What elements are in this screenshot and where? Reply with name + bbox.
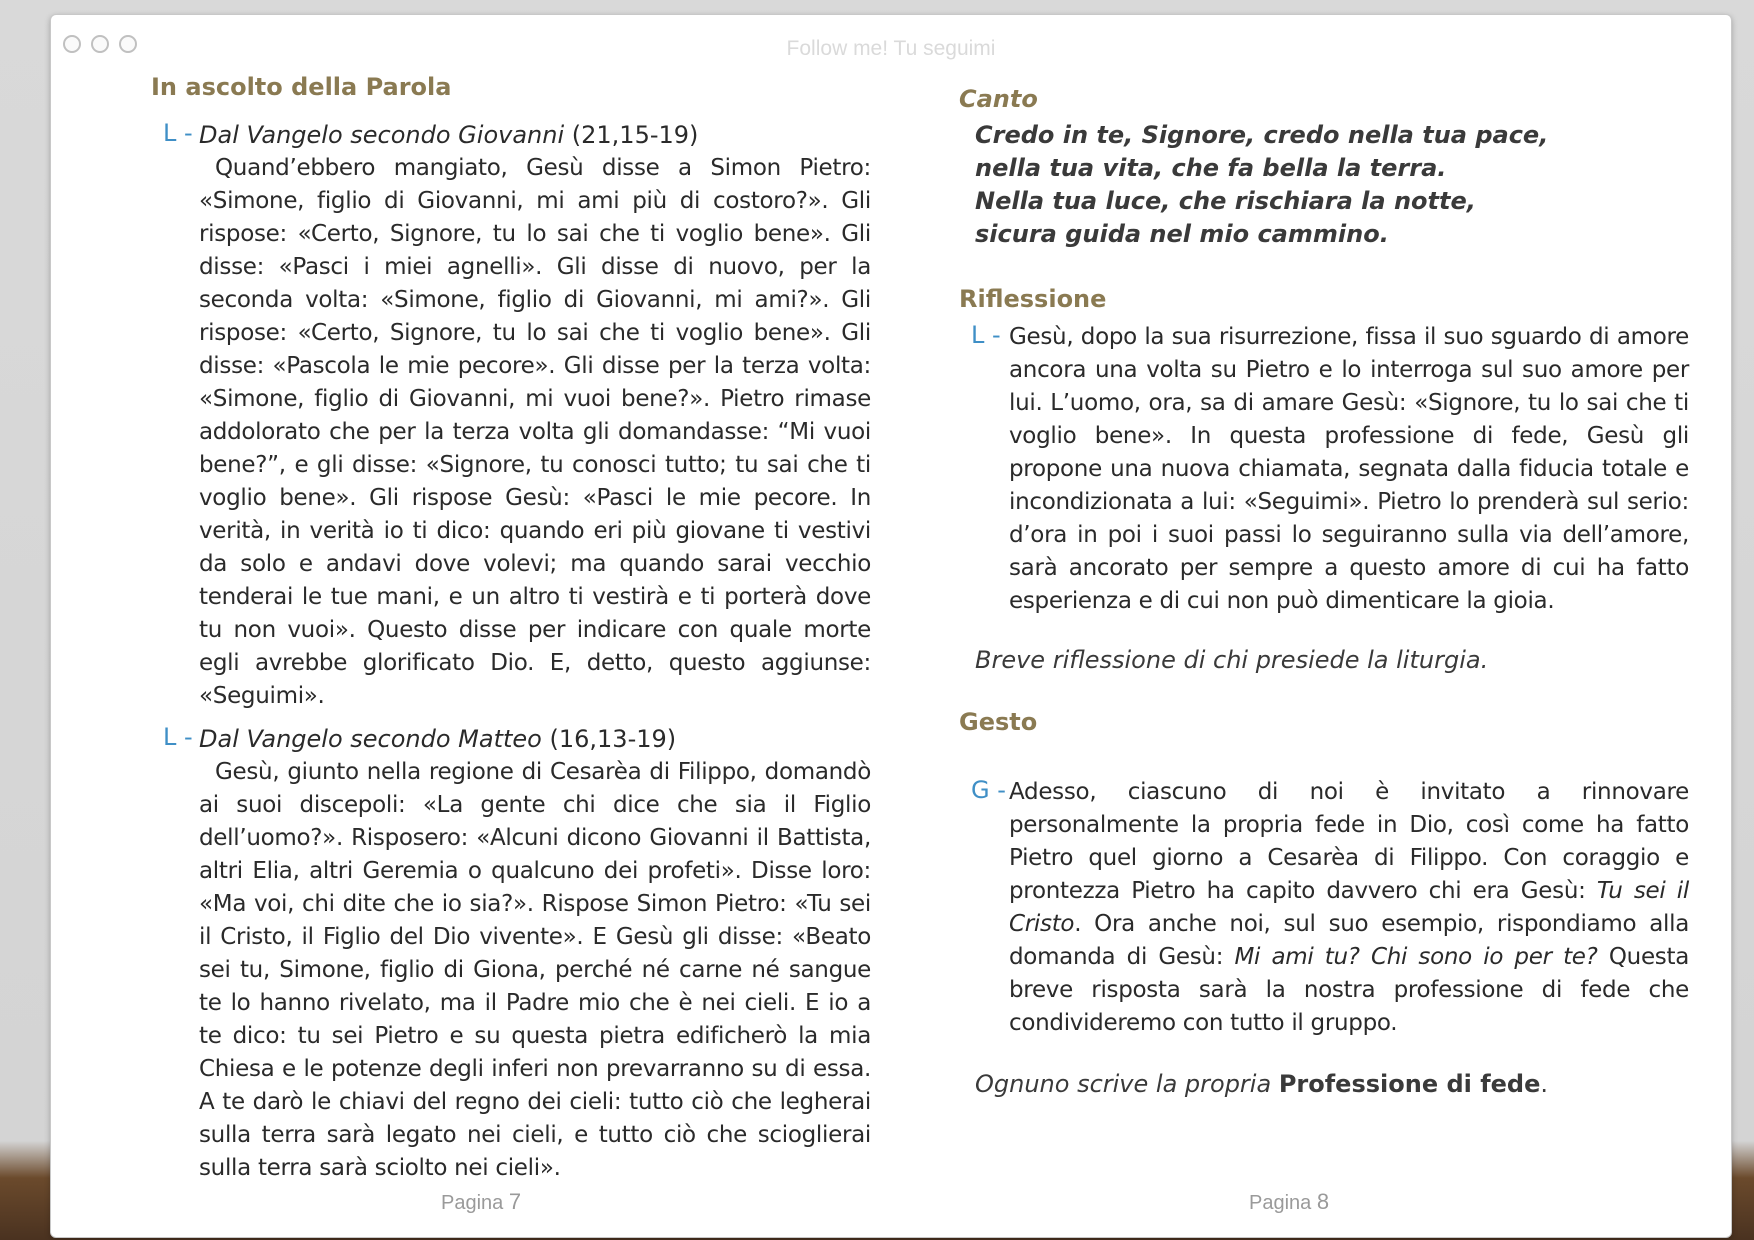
left-page [151,73,871,1185]
riflessione-text: Gesù, dopo la sua risurrezione, fissa il suo sguardo di amore ancora una volta su Pietro e lo interroga sul suo amore per lui. L’uomo, ora, sa di amare Gesù: «Signore, tu lo sai che ti voglio bene». In questa professione di fede, Gesù gli propone una nuova chiamata, segnata dalla fiducia totale e incondizionata a lui: «Seguimi». Pietro lo prenderà sul serio: d’ora in poi i suoi passi lo seguiranno sulla via dell’amore, sarà ancorato per sempre a questo amore di cui ha fatto esperienza e di cui non può dimenticare la gioia. [1009,324,1689,614]
reader-window [50,14,1732,1238]
riflessione-block [959,321,1689,618]
reader-marker: L - [971,321,1001,349]
reading-text: Gesù, giunto nella regione di Cesarèa di Filippo, domandò ai suoi discepoli: «La gente chi dice che sia il Figlio dell’uomo?». Risposero: «Alcuni dicono Giovanni il Battista, altri Elia, altri Geremia o qualcuno dei profeti». Disse loro: «Ma voi, chi dite che io sia?». Rispose Simon Pietro: «Tu sei il Cristo, il Figlio del Dio vivente». E Gesù gli disse: «Beato sei tu, Simone, figlio di Giona, perché né carne né sangue te lo hanno rivelato, ma il Padre mio che è nei cieli. E io a te dico: tu sei Pietro e su questa pietra edificherò la mia Chiesa e le potenze degli inferi non prevarranno su di essa. A te darò le chiavi del regno dei cieli: tutto ciò che legherai sulla terra sarà legato nei cieli, e tutto ciò che scioglierai sulla terra sarà sciolto nei cieli». [199,759,871,1181]
reading-matteo [151,723,871,1185]
canto-line: sicura guida nel mio cammino. [975,220,1389,248]
source-title: Dal Vangelo secondo Giovanni [199,121,565,149]
guide-marker: G - [971,776,1006,804]
right-page [959,85,1689,1098]
source-ref: (16,13-19) [549,725,677,753]
reader-marker: L - [163,723,193,751]
gesto-closing [975,1070,1689,1098]
riflessione-note: Breve riflessione di chi presiede la liturgia. [975,646,1489,674]
source-title: Dal Vangelo secondo Matteo [199,725,542,753]
gesto-text-c: Questa breve risposta sarà la nostra professione di fede che condivideremo con tutto il gruppo. [1009,944,1689,1036]
section-title-riflessione: Riflessione [959,285,1107,313]
reading-source [199,723,871,756]
section-title-ascolto: In ascolto della Parola [151,73,452,101]
page-number: 8 [1316,1189,1330,1214]
source-ref: (21,15-19) [571,121,699,149]
closing-italic: Ognuno scrive la propria [975,1070,1272,1098]
canto-line: Credo in te, Signore, credo nella tua pace, [975,121,1549,149]
page-number-right [1249,1189,1329,1215]
page-number-left [441,1189,521,1215]
gesto-block [959,776,1689,1040]
page-number: 7 [508,1189,522,1214]
closing-end: . [1540,1070,1549,1098]
gesto-quote-question: Mi ami tu? Chi sono io per te? [1234,944,1598,970]
section-title-canto: Canto [959,85,1038,113]
gesto-text-b: . Ora anche noi, sul suo esempio, rispondiamo alla domanda di Gesù: [1009,911,1689,970]
window-title: Follow me! Tu seguimi [786,37,996,60]
canto-line: nella tua vita, che fa bella la terra. [975,154,1447,182]
canto-lyrics [959,119,1689,251]
canto-line: Nella tua luce, che rischiara la notte, [975,187,1476,215]
reading-giovanni [151,119,871,713]
gesto-quote-cristo: Tu sei il Cristo [1009,878,1689,937]
reader-marker: L - [163,119,193,147]
gesto-text [1009,776,1689,1040]
reading-source [199,119,871,152]
section-title-gesto: Gesto [959,708,1038,736]
reading-text: Quand’ebbero mangiato, Gesù disse a Simon Pietro: «Simone, figlio di Giovanni, mi ami più di costoro?». Gli rispose: «Certo, Signore, tu lo sai che ti voglio bene». Gli disse: «Pasci i miei agnelli». Gli disse di nuovo, per la seconda volta: «Simone, figlio di Giovanni, mi ami?». Gli rispose: «Certo, Signore, tu lo sai che ti voglio bene». Gli disse: «Pascola le mie pecore». Gli disse per la terza volta: «Simone, figlio di Giovanni, mi vuoi bene?». Pietro rimase addolorato che per la terza volta gli domandasse: “Mi vuoi bene?”, e gli disse: «Signore, tu conosci tutto; tu sai che ti voglio bene». Gli rispose Gesù: «Pasci le mie pecore. In verità, in verità io ti dico: quando eri più giovane ti vestivi da solo e andavi dove volevi; ma quando sarai vecchio tenderai le tue mani, e un altro ti vestirà e ti porterà dove tu non vuoi». Questo disse per indicare con quale morte egli avrebbe glorificato Dio. E, detto, questo aggiunse: «Seguimi». [199,155,871,709]
closing-bold: Professione di fede [1278,1070,1541,1098]
page-label: Pagina [441,1192,504,1214]
page-label: Pagina [1249,1192,1312,1214]
gesto-text-a: Adesso, ciascuno di noi è invitato a rinnovare personalmente la propria fede in Dio, così come ha fatto Pietro quel giorno a Cesarèa di Filippo. Con coraggio e prontezza Pietro ha capito davvero chi era Gesù: [1009,779,1689,904]
